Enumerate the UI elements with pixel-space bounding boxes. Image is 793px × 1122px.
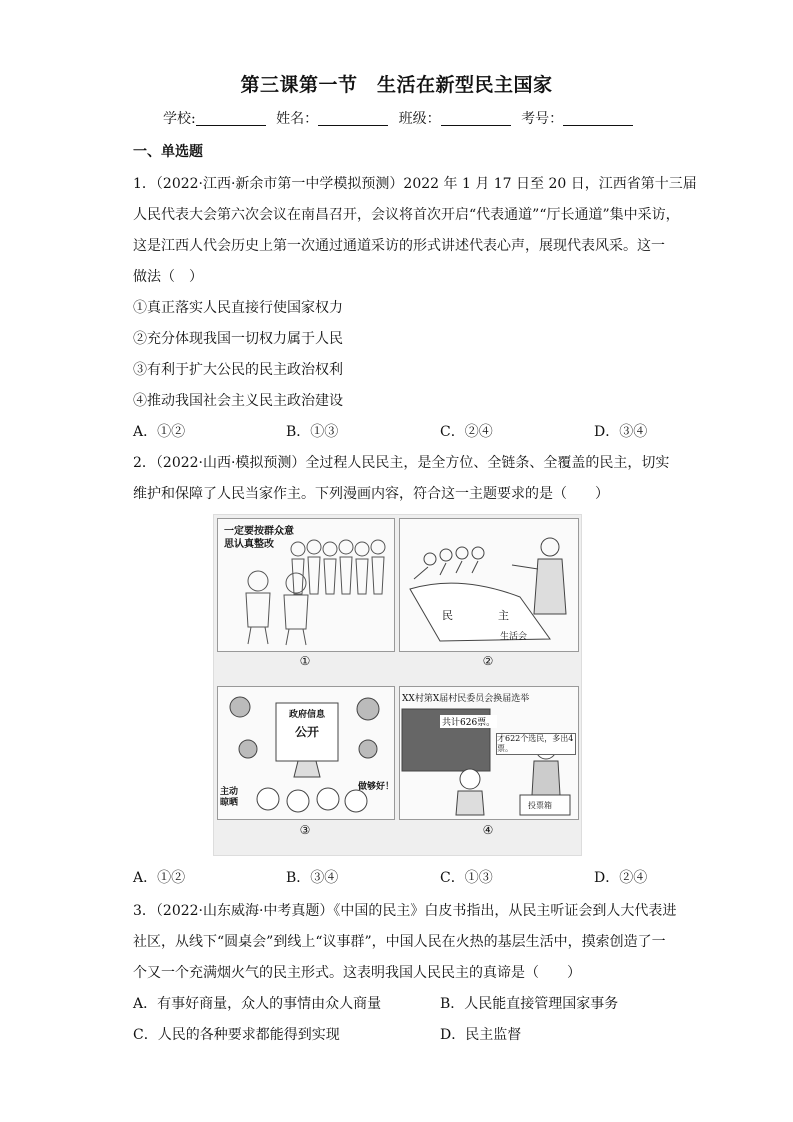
q1-statement-2: ②充分体现我国一切权力属于人民 xyxy=(133,331,343,347)
comic-3-text-d: 做够好！ xyxy=(358,782,395,792)
comic-4-text-c: 投票箱 xyxy=(528,801,552,810)
section-heading: 一、单选题 xyxy=(133,144,203,160)
class-label: 班级： xyxy=(398,111,441,127)
comic-4-text-a: 共计626票。 xyxy=(440,715,497,728)
name-blank[interactable] xyxy=(318,111,388,126)
class-blank[interactable] xyxy=(441,111,511,126)
comic-1-caption: 一定要按群众意思认真整改 xyxy=(224,526,294,550)
q2-line-1: 2．（2022·山西·模拟预测）全过程人民民主，是全方位、全链条、全覆盖的民主，切实 xyxy=(133,455,670,471)
q2-option-d[interactable]: D．②④ xyxy=(594,870,648,886)
comic-3-text-b: 公开 xyxy=(294,725,319,739)
comic-2-text-b: 主 xyxy=(498,609,509,622)
q3-line-2: 社区，从线下“圆桌会”到线上“议事群”，中国人民在火热的基层生活中，摸索创造了一 xyxy=(133,934,666,950)
page-title: 第三课第一节 生活在新型民主国家 xyxy=(240,74,553,96)
q1-line-4: 做法（ ） xyxy=(133,269,203,285)
school-label: 学校: xyxy=(163,111,196,127)
q1-line-1: 1．（2022·江西·新余市第一中学模拟预测）2022 年 1 月 17 日至 20 日，江西省第十三届 xyxy=(133,176,697,192)
q1-line-3: 这是江西人代会历史上第一次通过通道采访的形式讲述代表心声，展现代表风采。这一 xyxy=(133,238,665,254)
exam-number-label: 考号： xyxy=(521,111,564,127)
q1-option-d[interactable]: D．③④ xyxy=(594,424,648,440)
comic-image xyxy=(213,514,582,856)
q2-option-a[interactable]: A．①② xyxy=(133,870,186,886)
q3-option-d[interactable]: D．民主监督 xyxy=(440,1027,522,1043)
q1-line-2: 人民代表大会第六次会议在南昌召开，会议将首次开启“代表通道”“厅长通道”集中采访， xyxy=(133,207,680,223)
comic-3-text-c: 主动晾晒 xyxy=(220,787,239,808)
q3-option-a[interactable]: A．有事好商量，众人的事情由众人商量 xyxy=(133,996,382,1012)
comic-4-text-b: 才622个选民，多出4票。 xyxy=(496,733,576,755)
q1-option-a[interactable]: A．①② xyxy=(133,424,186,440)
school-blank[interactable] xyxy=(196,111,266,126)
comic-label-1: ① xyxy=(299,654,311,668)
comic-3-text-a: 政府信息 xyxy=(288,710,325,720)
comic-4-title: XX村第X届村民委员会换届选举 xyxy=(402,694,530,704)
q3-line-1: 3．（2022·山东威海·中考真题）《中国的民主》白皮书指出，从民主听证会到人大代表进 xyxy=(133,903,677,919)
exam-number-blank[interactable] xyxy=(563,111,633,126)
comic-panel-3 xyxy=(217,686,395,820)
q2-line-2: 维护和保障了人民当家作主。下列漫画内容，符合这一主题要求的是（ ） xyxy=(133,486,609,502)
comic-label-2: ② xyxy=(482,654,494,668)
comic-panel-4 xyxy=(399,686,579,820)
q1-option-b[interactable]: B．①③ xyxy=(286,424,339,440)
q3-option-c[interactable]: C．人民的各种要求都能得到实现 xyxy=(133,1027,340,1043)
student-info-row xyxy=(163,108,639,128)
q1-statement-1: ①真正落实人民直接行使国家权力 xyxy=(133,300,343,316)
comic-panel-2 xyxy=(399,518,579,652)
comic-panel-1 xyxy=(217,518,395,652)
name-label: 姓名： xyxy=(276,111,319,127)
comic-label-4: ④ xyxy=(482,823,494,837)
q3-option-b[interactable]: B．人民能直接管理国家事务 xyxy=(440,996,619,1012)
q2-option-b[interactable]: B．③④ xyxy=(286,870,339,886)
q1-option-c[interactable]: C．②④ xyxy=(440,424,493,440)
comic-2-text-c: 生活会 xyxy=(500,632,528,642)
q2-option-c[interactable]: C．①③ xyxy=(440,870,493,886)
q3-line-3: 个又一个充满烟火气的民主形式。这表明我国人民民主的真谛是（ ） xyxy=(133,965,581,981)
comic-drawing-2 xyxy=(400,519,578,651)
comic-label-3: ③ xyxy=(299,823,311,837)
q1-statement-4: ④推动我国社会主义民主政治建设 xyxy=(133,393,343,409)
comic-2-text-a: 民 xyxy=(442,609,453,622)
q1-statement-3: ③有利于扩大公民的民主政治权利 xyxy=(133,362,343,378)
